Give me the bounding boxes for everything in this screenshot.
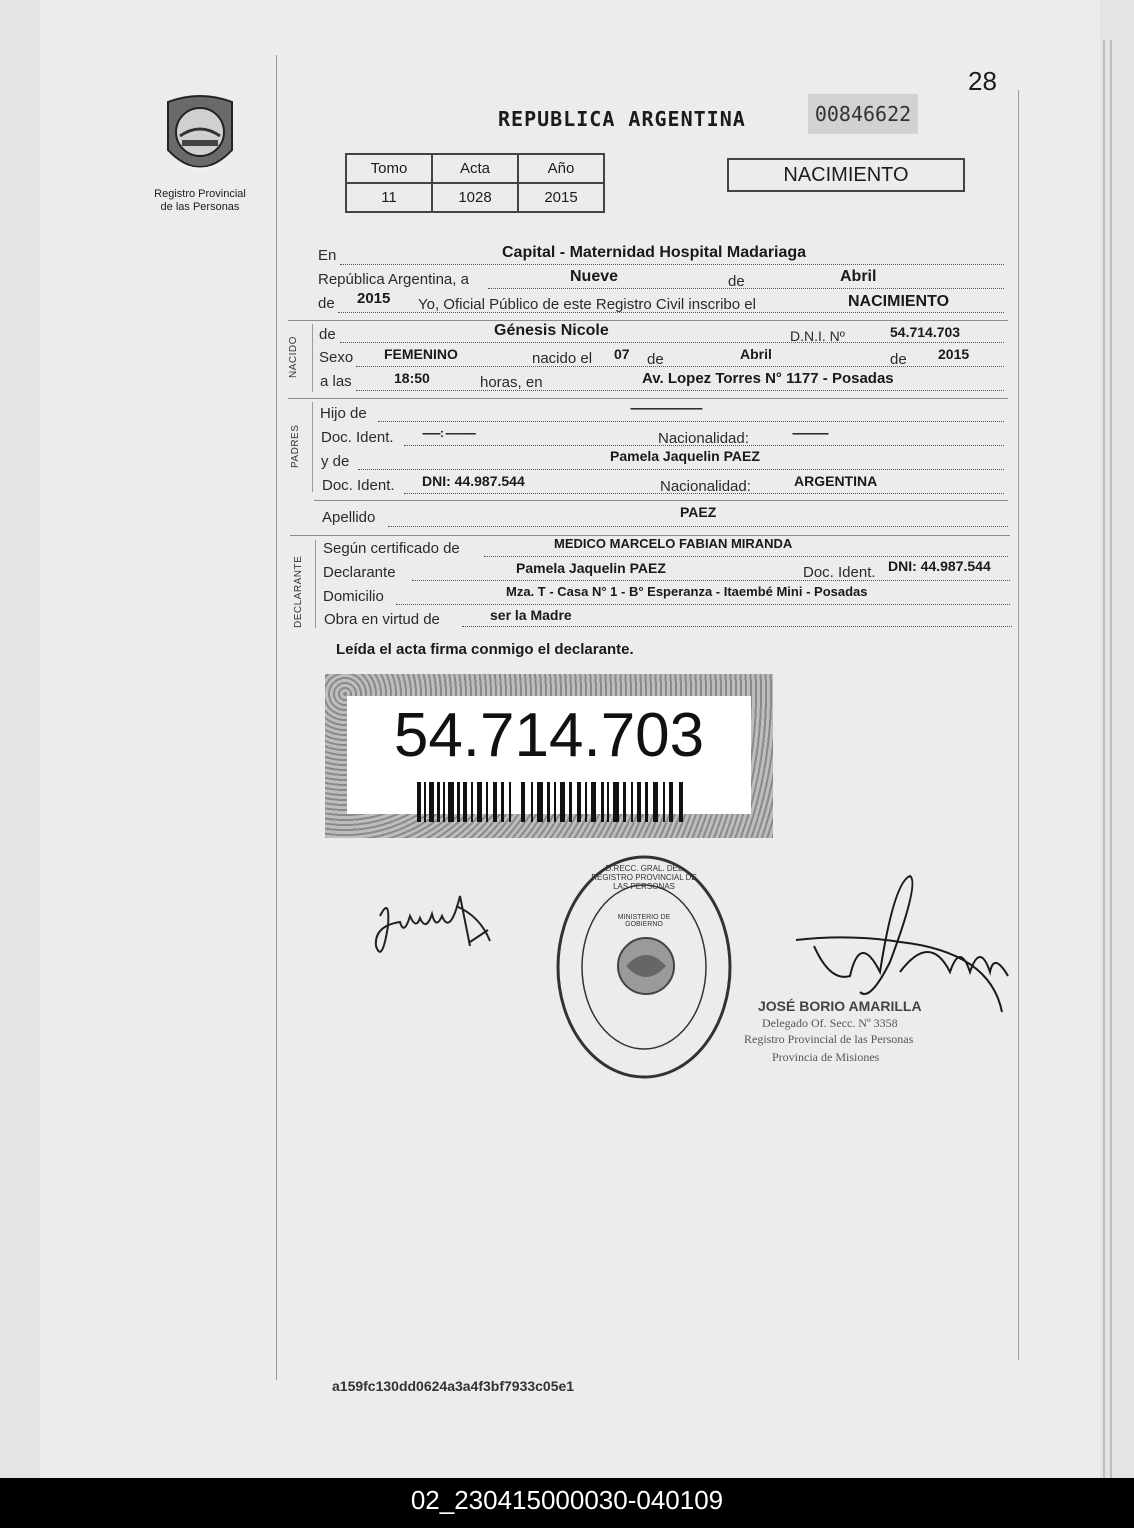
declarante-doc: DNI: 44.987.544 [888, 558, 991, 574]
acta-header: Acta [432, 154, 518, 183]
dni-label: D.N.I. Nº [790, 328, 845, 344]
record-type-box: NACIMIENTO [727, 158, 965, 192]
dotted-line [388, 526, 1008, 527]
en-label: En [318, 247, 337, 264]
anio-value: 2015 [518, 183, 604, 212]
closing-statement: Leída el acta firma conmigo el declarante. [336, 641, 634, 658]
apellido-label: Apellido [322, 509, 376, 526]
tomo-header: Tomo [346, 154, 432, 183]
registration-year: 2015 [357, 290, 391, 307]
doc-ident-label: Doc. Ident. [322, 477, 395, 494]
padres-section-label: PADRES [290, 424, 301, 468]
certificado-value: MEDICO MARCELO FABIAN MIRANDA [554, 536, 793, 551]
dotted-line [412, 580, 1010, 581]
acta-value: 1028 [432, 183, 518, 212]
child-name: Génesis Nicole [494, 322, 609, 339]
barcode-number: 54.714.703 [393, 701, 705, 770]
dotted-line [340, 264, 1004, 265]
birth-month: Abril [740, 346, 772, 362]
obra-label: Obra en virtud de [324, 611, 440, 628]
declarant-signature [370, 886, 500, 966]
logo-caption-line2: de las Personas [160, 201, 240, 213]
right-margin-rule [1018, 90, 1019, 1360]
section-divider [314, 500, 1008, 501]
page-edge [1110, 40, 1112, 1478]
logo-caption-line1: Registro Provincial [154, 188, 246, 200]
section-divider [288, 398, 1008, 399]
domicilio-label: Domicilio [323, 588, 384, 605]
mother-doc: DNI: 44.987.544 [422, 473, 525, 489]
birth-year: 2015 [938, 346, 970, 362]
de-label: de [728, 273, 745, 290]
dotted-line [488, 288, 1004, 289]
anio-header: Año [518, 154, 604, 183]
nacido-section-label: NACIDO [288, 336, 299, 378]
provincial-logo [160, 92, 240, 184]
apellido-value: PAEZ [680, 504, 717, 520]
horas-en-label: horas, en [480, 374, 543, 391]
doc-ident-label: Doc. Ident. [803, 564, 876, 581]
sexo-label: Sexo [319, 349, 354, 366]
dotted-line [484, 556, 1008, 557]
page-number: 28 [968, 66, 997, 96]
document-hash: a159fc130dd0624a3a4f3bf7933c05e1 [332, 1378, 575, 1394]
section-rule [315, 540, 316, 628]
record-table [345, 153, 605, 213]
official-seal [554, 854, 734, 1080]
y-de-label: y de [321, 453, 350, 470]
seal-inner-text: MINISTERIO DE GOBIERNO [617, 914, 671, 928]
section-rule [312, 324, 313, 392]
oficial-statement: Yo, Oficial Público de este Registro Civil inscribo el [418, 296, 756, 313]
obra-value: ser la Madre [490, 607, 572, 623]
seal-ring-text: D.RECC. GRAL. DEL REGISTRO PROVINCIAL DE LAS PERSONAS [591, 864, 697, 891]
child-dni: 54.714.703 [890, 324, 961, 340]
declarante-section-label: DECLARANTE [293, 555, 304, 628]
de-label: de [647, 351, 664, 368]
serial-number: 00846622 [808, 94, 918, 134]
tomo-value: 11 [346, 183, 432, 212]
dotted-line [396, 604, 1010, 605]
dotted-line [378, 421, 1004, 422]
logo-caption [130, 188, 270, 214]
dni-barcode-block [325, 674, 773, 838]
nacionalidad-label: Nacionalidad: [660, 478, 751, 495]
barcode-panel [347, 696, 751, 814]
mother-nationality: ARGENTINA [794, 473, 878, 489]
dotted-line [356, 366, 1004, 367]
doc-ident-label: Doc. Ident. [321, 429, 394, 446]
republica-label: República Argentina, a [318, 271, 469, 288]
de-label: de [319, 326, 336, 343]
a-las-label: a las [320, 373, 352, 390]
mother-name: Pamela Jaquelin PAEZ [610, 448, 760, 464]
child-sex: FEMENINO [384, 346, 458, 362]
act-type: NACIMIENTO [848, 293, 950, 310]
declarante-value: Pamela Jaquelin PAEZ [516, 560, 666, 576]
nacido-el-label: nacido el [532, 350, 593, 367]
official-province: Provincia de Misiones [772, 1050, 880, 1064]
father-doc: ------: ---------- [422, 426, 476, 440]
father-nationality: ------------ [792, 426, 828, 440]
dotted-line [462, 626, 1012, 627]
official-registry: Registro Provincial de las Personas [744, 1032, 914, 1046]
scan-id-bar: 02_230415000030-040109 [0, 1478, 1134, 1528]
birth-address: Av. Lopez Torres N° 1177 - Posadas [642, 370, 894, 387]
birth-day: 07 [614, 346, 630, 362]
left-margin-rule [276, 55, 277, 1380]
certificado-label: Según certificado de [323, 540, 460, 557]
dotted-line [358, 469, 1004, 470]
registration-month: Abril [840, 268, 877, 285]
page-edge [1103, 40, 1105, 1478]
de-label: de [890, 351, 907, 368]
father-name: ------------------------ [630, 401, 702, 415]
registration-day: Nueve [570, 268, 619, 285]
dotted-line [356, 390, 1004, 391]
birth-time: 18:50 [394, 370, 430, 386]
barcode-bars [417, 782, 687, 822]
nacionalidad-label: Nacionalidad: [658, 430, 749, 447]
hijo-de-label: Hijo de [320, 405, 367, 422]
domicilio-value: Mza. T - Casa N° 1 - B° Esperanza - Itaembé Mini - Posadas [506, 584, 868, 599]
document-title: REPUBLICA ARGENTINA [498, 107, 746, 131]
dotted-line [340, 342, 1004, 343]
official-title: Delegado Of. Secc. Nº 3358 [762, 1016, 898, 1030]
section-divider [288, 320, 1008, 321]
birth-place: Capital - Maternidad Hospital Madariaga [502, 244, 807, 261]
section-rule [312, 402, 313, 492]
de-label: de [318, 295, 335, 312]
declarante-label: Declarante [323, 564, 396, 581]
official-name: JOSÉ BORIO AMARILLA [758, 998, 922, 1014]
